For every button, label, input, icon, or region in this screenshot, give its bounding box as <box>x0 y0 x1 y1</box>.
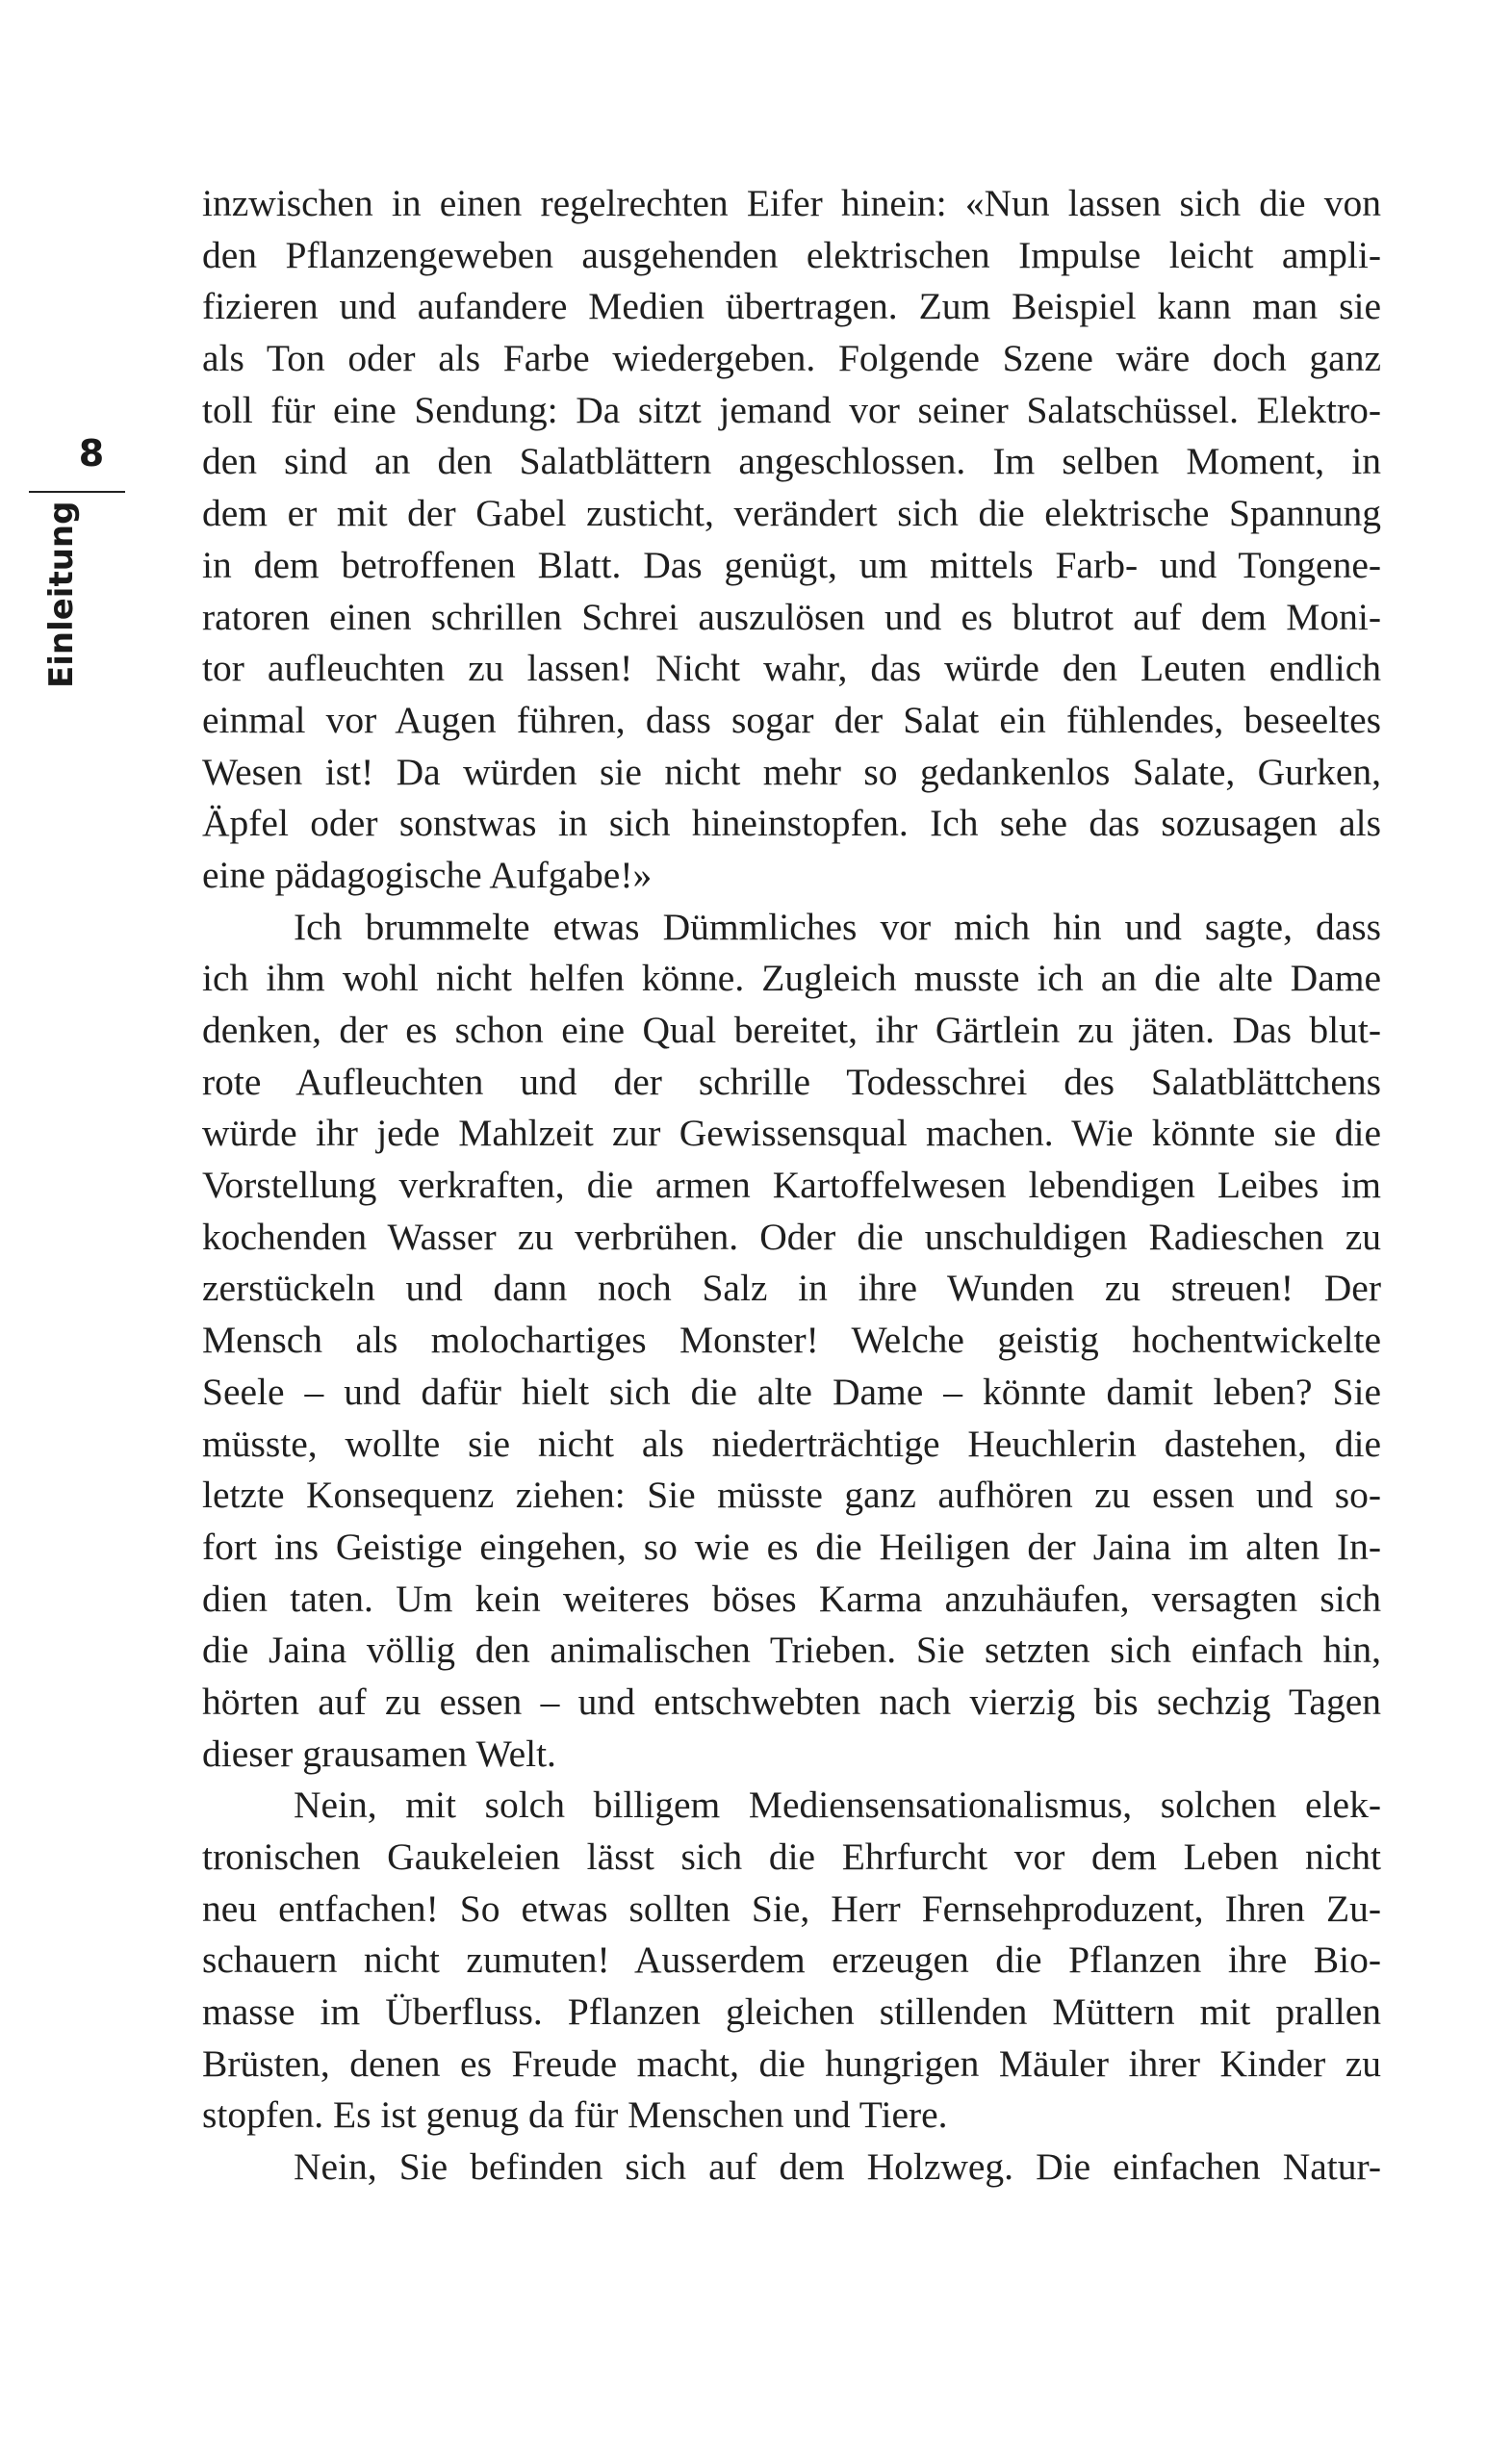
text-line: toll für eine Sendung: Da sitzt jemand vor seiner Salatschüssel. Elektro- <box>202 388 1381 431</box>
text-line: dien taten. Um kein weiteres böses Karma anzuhäufen, versagten sich <box>202 1577 1381 1620</box>
text-line: Mensch als molochartiges Monster! Welche geistig hochentwickelte <box>202 1319 1381 1362</box>
text-line: den Pflanzengeweben ausgehenden elektrischen Impulse leicht ampli- <box>202 233 1381 276</box>
paragraph-3 <box>202 1780 1381 2142</box>
text-line: fizieren und aufandere Medien übertragen. Zum Beispiel kann man sie <box>202 285 1381 328</box>
text-line: hörten auf zu essen – und entschwebten nach vierzig bis sechzig Tagen <box>202 1680 1381 1723</box>
text-line: fort ins Geistige eingehen, so wie es die Heiligen der Jaina im alten In- <box>202 1525 1381 1568</box>
text-line: die Jaina völlig den animalischen Trieben. Sie setzten sich einfach hin, <box>202 1629 1381 1672</box>
text-line: schauern nicht zumuten! Ausserdem erzeugen die Pflanzen ihre Bio- <box>202 1938 1381 1982</box>
text-line: tor aufleuchten zu lassen! Nicht wahr, das würde den Leuten endlich <box>202 647 1381 690</box>
text-line: Äpfel oder sonstwas in sich hineinstopfen. Ich sehe das sozusagen als <box>202 802 1381 845</box>
text-line: Brüsten, denen es Freude macht, die hungrigen Mäuler ihrer Kinder zu <box>202 2041 1381 2085</box>
text-line: Seele – und dafür hielt sich die alte Dame – könnte damit leben? Sie <box>202 1370 1381 1413</box>
paragraph-4 <box>202 2142 1381 2194</box>
margin-rule <box>29 491 125 493</box>
text-line: rote Aufleuchten und der schrille Todesschrei des Salatblättchens <box>202 1060 1381 1103</box>
text-line: dieser grausamen Welt. <box>202 1732 556 1775</box>
body-text <box>202 178 1381 2194</box>
text-line: Ich brummelte etwas Dümmliches vor mich hin und sagte, dass <box>294 905 1381 948</box>
text-line: neu entfachen! So etwas sollten Sie, Herr Fernsehproduzent, Ihren Zu- <box>202 1886 1381 1930</box>
paragraph-1 <box>202 178 1381 902</box>
text-line: einmal vor Augen führen, dass sogar der Salat ein fühlendes, beseeltes <box>202 698 1381 741</box>
text-line: den sind an den Salatblättern angeschlossen. Im selben Moment, in <box>202 440 1381 483</box>
text-line: denken, der es schon eine Qual bereitet, ihr Gärtlein zu jäten. Das blut- <box>202 1009 1381 1051</box>
text-line: tronischen Gaukeleien lässt sich die Ehrfurcht vor dem Leben nicht <box>202 1835 1381 1878</box>
text-line: Wesen ist! Da würden sie nicht mehr so gedankenlos Salate, Gurken, <box>202 750 1381 793</box>
text-line: eine pädagogische Aufgabe!» <box>202 853 653 896</box>
text-line: ich ihm wohl nicht helfen könne. Zugleich musste ich an die alte Dame <box>202 957 1381 1000</box>
running-head: Einleitung <box>42 500 81 688</box>
text-line: kochenden Wasser zu verbrühen. Oder die unschuldigen Radieschen zu <box>202 1215 1381 1258</box>
text-line: masse im Überfluss. Pflanzen gleichen stillenden Müttern mit prallen <box>202 1990 1381 2034</box>
text-line: müsste, wollte sie nicht als niederträchtige Heuchlerin dastehen, die <box>202 1422 1381 1465</box>
text-line: stopfen. Es ist genug da für Menschen und Tiere. <box>202 2093 948 2137</box>
text-line: ratoren einen schrillen Schrei auszulösen und es blutrot auf dem Moni- <box>202 595 1381 638</box>
text-line: Nein, Sie befinden sich auf dem Holzweg. Die einfachen Natur- <box>294 2145 1381 2189</box>
text-line: in dem betroffenen Blatt. Das genügt, um mittels Farb- und Tongene- <box>202 543 1381 586</box>
text-line: würde ihr jede Mahlzeit zur Gewissensqual machen. Wie könnte sie die <box>202 1112 1381 1155</box>
text-line: inzwischen in einen regelrechten Eifer hinein: «Nun lassen sich die von <box>202 182 1381 224</box>
text-line: Nein, mit solch billigem Mediensensationalismus, solchen elek- <box>294 1784 1381 1827</box>
paragraph-2 <box>202 902 1381 1781</box>
page-number: 8 <box>78 432 105 475</box>
text-line: Vorstellung verkraften, die armen Kartoffelwesen lebendigen Leibes im <box>202 1164 1381 1207</box>
text-line: zerstückeln und dann noch Salz in ihre Wunden zu streuen! Der <box>202 1267 1381 1310</box>
text-line: dem er mit der Gabel zusticht, verändert sich die elektrische Spannung <box>202 492 1381 535</box>
text-line: als Ton oder als Farbe wiedergeben. Folgende Szene wäre doch ganz <box>202 337 1381 380</box>
text-line: letzte Konsequenz ziehen: Sie müsste ganz aufhören zu essen und so- <box>202 1474 1381 1517</box>
